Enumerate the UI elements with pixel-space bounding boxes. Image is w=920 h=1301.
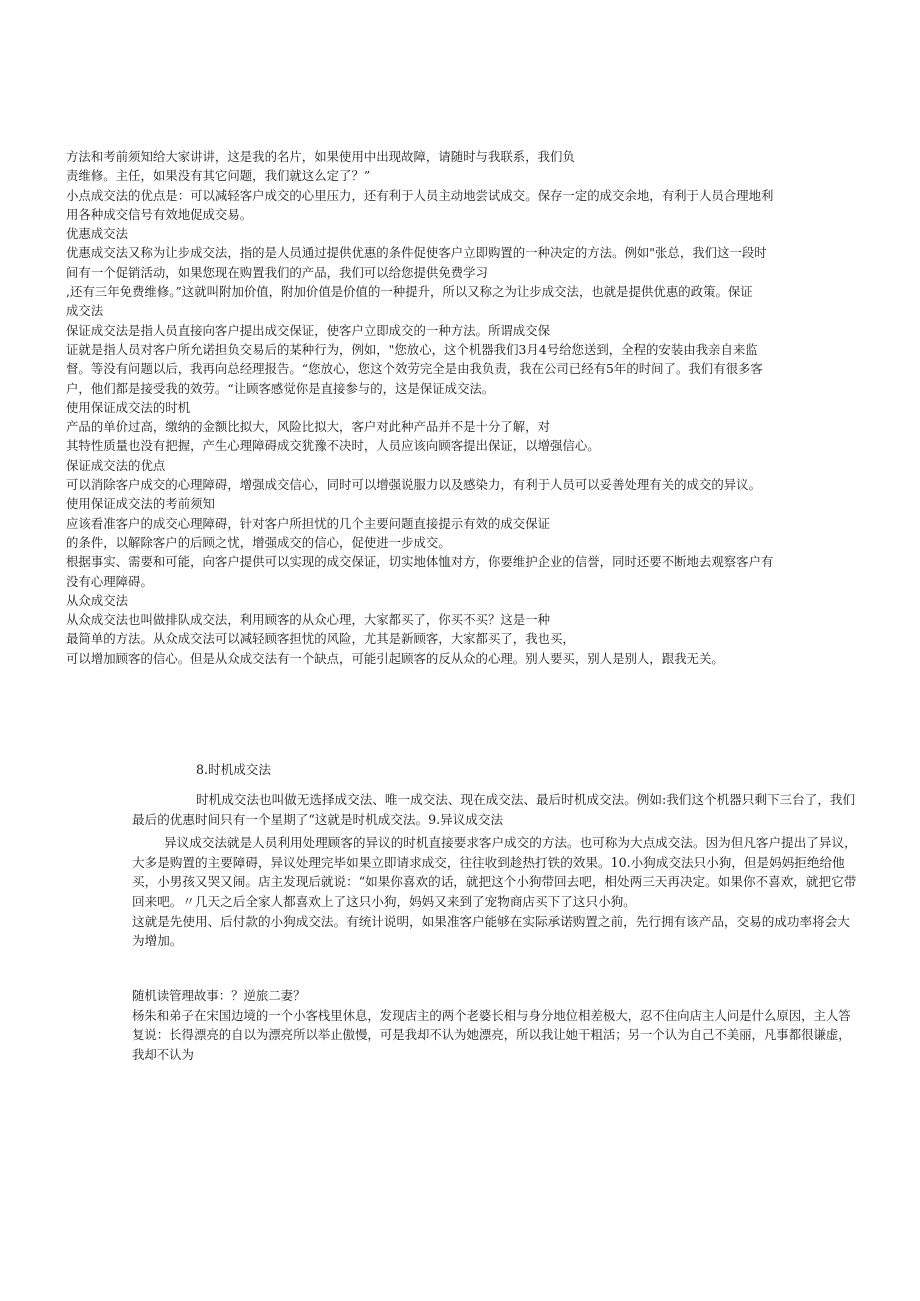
section-closing-methods (66, 147, 866, 668)
story-body: 杨朱和弟子在宋国边境的一个小客栈里休息，发现店主的两个老婆长相与身分地位相差极大，忍不住向店主人问是什么原因，主人答复说：长得漂亮的自以为漂亮所以举止傲慢，可是我却不认为她漂亮，所以我让她干粗活；另一个认为自己不美丽，凡事都很谦虚，我却不认为 (132, 1007, 851, 1062)
text-line: 可以消除客户成交的心理障碍，增强成交信心，同时可以增强说服力以及感染力，有利于人员可以妥善处理有关的成交的异议。 (66, 477, 761, 493)
subheading-herd-closing: 从众成交法 (66, 592, 129, 608)
text-line: 最简单的方法。从众成交法可以减轻顾客担忧的风险，尤其是新顾客，大家都买了，我也买， (66, 631, 575, 647)
text-line: 可以增加顾客的信心。但是从众成交法有一个缺点，可能引起顾客的反从众的心理。别人要买，别人是别人，跟我无关。 (66, 650, 724, 666)
paragraph: 异议成交法就是人员利用处理顾客的异议的时机直接要求客户成交的方法。也可称为大点成交法。因为但凡客户提出了异议，大多是购置的主要障碍，异议处理完毕如果立即请求成交，往往收到趁热打铁的效果。10.小狗成交法只小狗，但是妈妈拒绝给他买，小男孩又哭又闹。店主发现后就说：“如果你喜欢的话，就把这个小狗带回去吧，相处两三天再决定。如果你不喜欢，就把它带回来吧。〃几天之后全家人都喜欢上了这只小狗，妈妈又来到了宠物商店买下了这只小狗。 (132, 835, 857, 909)
subheading-discount-closing: 优惠成交法 (66, 226, 129, 242)
text-line: 成交法 (66, 303, 104, 319)
subheading-guarantee-notes: 使用保证成交法的考前须知 (66, 496, 215, 512)
text-line: 没有心理障碍。 (66, 573, 153, 589)
text-line: 产品的单价过高，缴纳的金额比拟大，风险比拟大，客户对此种产品并不是十分了解，对 (66, 419, 551, 435)
section-heading: 8.时机成交法 (196, 762, 271, 777)
management-story (132, 986, 860, 1064)
text-line: ,还有三年免费维修。”这就叫附加价值，附加价值是价值的一种提升，所以又称之为让步成交法，也就是提供优惠的政策。保证 (66, 284, 753, 300)
story-title: 随机读管理故事：？逆旅二妻？ (132, 988, 306, 1003)
text-line: 的条件，以解除客户的后顾之忧，增强成交的信心，促使进一步成交。 (66, 534, 451, 550)
subheading-guarantee-timing: 使用保证成交法的时机 (66, 399, 191, 415)
section-timing-closing (132, 760, 860, 951)
subheading-guarantee-advantages: 保证成交法的优点 (66, 457, 166, 473)
text-line: 保证成交法是指人员直接向客户提出成交保证，使客户立即成交的一种方法。所谓成交保 (66, 322, 551, 338)
text-line: 优惠成交法又称为让步成交法，指的是人员通过提供优惠的条件促使客户立即购置的一种决定的方法。例如"张总，我们这一段时 (66, 245, 767, 261)
text-line: 根据事实、需要和可能，向客户提供可以实现的成交保证，切实地体恤对方，你要维护企业的信誉，同时还要不断地去观察客户有 (66, 554, 774, 570)
text-line: 间有一个促销活动，如果您现在购置我们的产品，我们可以给您提供免费学习 (66, 264, 488, 280)
text-line: 督。等没有问题以后，我再向总经理报告。“您放心，您这个效劳完全是由我负责，我在公司已经有5年的时间了。我们有很多客 (66, 361, 763, 377)
paragraph: 时机成交法也叫做无选择成交法、唯一成交法、现在成交法、最后时机成交法。例如:我们这个机器只剩下三台了，我们最后的优惠时间只有一个星期了“这就是时机成交法。9.异议成交法 (132, 792, 856, 827)
text-line: 小点成交法的优点是：可以减轻客户成交的心里压力，还有利于人员主动地尝试成交。保存一定的成交余地，有利于人员合理地利 (66, 187, 774, 203)
text-line: 方法和考前须知给大家讲讲，这是我的名片，如果使用中出现故障，请随时与我联系，我们负 (66, 149, 575, 164)
text-line: 证就是指人员对客户所允诺担负交易后的某种行为，例如，"您放心，这个机器我们3月4号给您送到，全程的安装由我亲自来监 (66, 341, 758, 357)
text-line: 责维修。主任，如果没有其它问题，我们就这么定了？” (66, 168, 371, 184)
text-line: 从众成交法也叫做排队成交法，利用顾客的从众心理，大家都买了，你买不买？这是一种 (66, 612, 551, 628)
text-line: 应该看准客户的成交心理障碍，针对客户所担忧的几个主要问题直接提示有效的成交保证 (66, 515, 551, 531)
text-line: 户，他们都是接受我的效劳。“让顾客感觉你是直接参与的，这是保证成交法。 (66, 380, 495, 396)
text-line: 其特性质量也没有把握，产生心理障碍成交犹豫不决时，人员应该向顾客提出保证，以增强信心。 (66, 438, 600, 454)
text-line: 用各种成交信号有效地促成交易。 (66, 206, 253, 222)
paragraph: 这就是先使用、后付款的小狗成交法。有统计说明，如果准客户能够在实际承诺购置之前，先行拥有该产品，交易的成功率将会大为增加。 (132, 913, 850, 949)
